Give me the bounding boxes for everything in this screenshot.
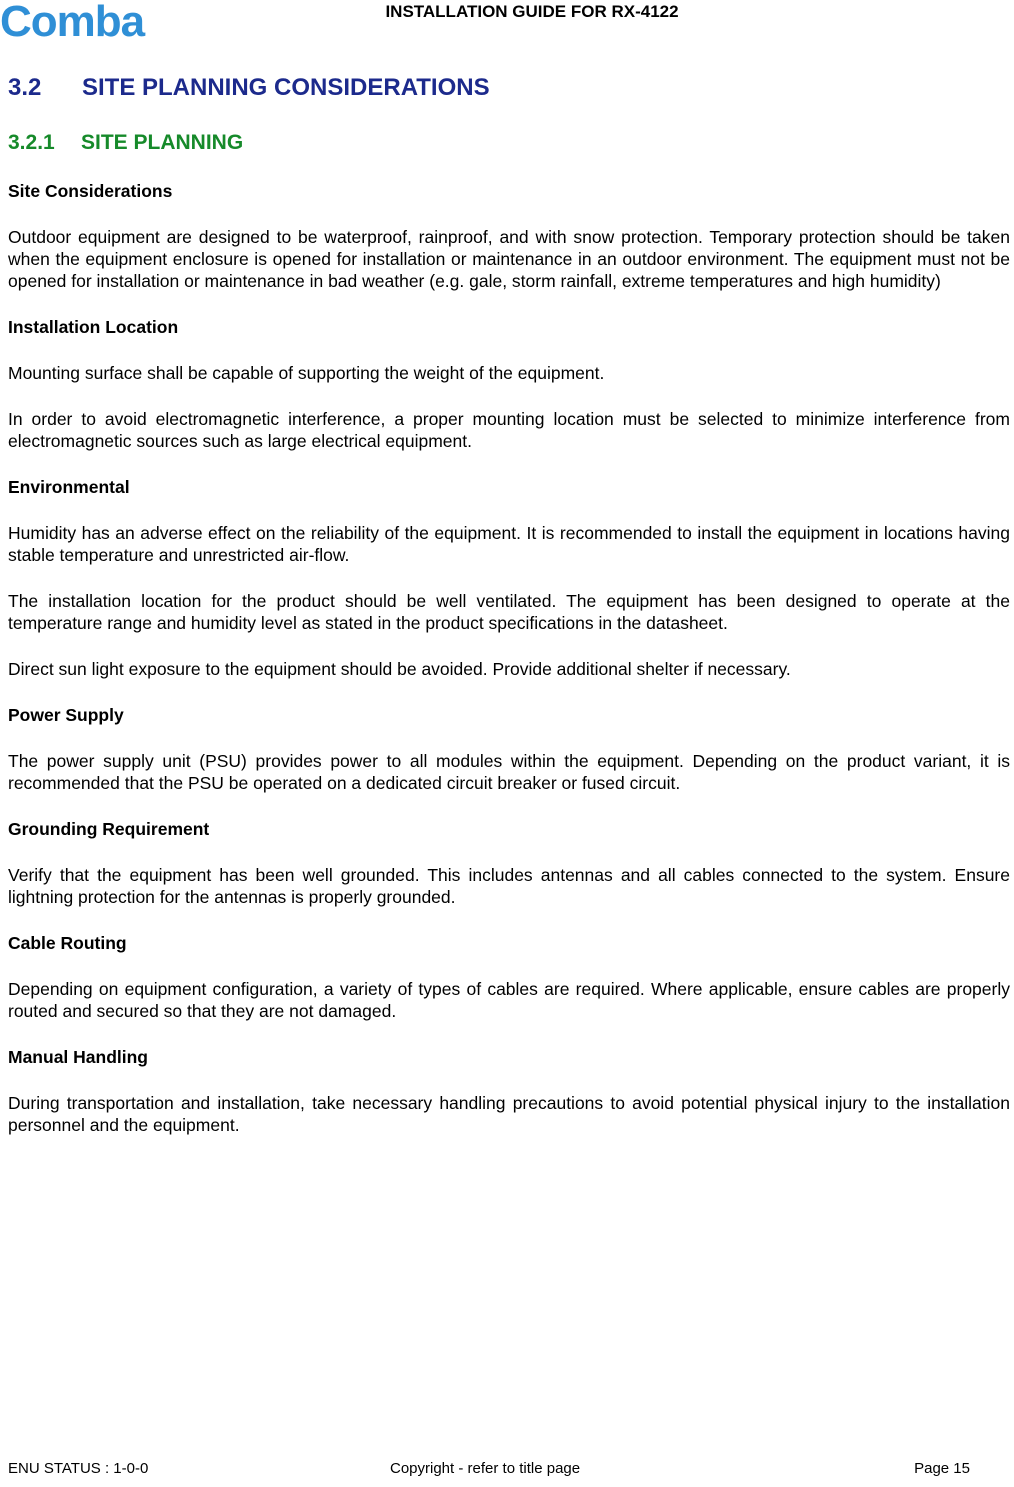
subsection-heading	[8, 131, 243, 155]
topic-title: Power Supply	[8, 705, 124, 725]
section-number: 3.2	[8, 74, 42, 101]
section-title: SITE PLANNING CONSIDERATIONS	[82, 74, 490, 101]
paragraph: Humidity has an adverse effect on the reliability of the equipment. It is recommended to install the equipment in locations having stable temperature and unrestricted air-flow.	[8, 523, 1010, 565]
page-footer	[8, 1460, 970, 1477]
document-header-title: INSTALLATION GUIDE FOR RX-4122	[385, 2, 679, 21]
footer-status: ENU STATUS : 1-0-0	[8, 1460, 149, 1477]
topic-title: Cable Routing	[8, 933, 127, 953]
subsection-title: SITE PLANNING	[81, 131, 244, 154]
paragraph: In order to avoid electromagnetic interference, a proper mounting location must be selected to minimize interference from electromagnetic sources such as large electrical equipment.	[8, 409, 1010, 451]
paragraph: The installation location for the product should be well ventilated. The equipment has been designed to operate at the temperature range and humidity level as stated in the product specifications in the datasheet.	[8, 591, 1010, 633]
topic-cable-routing	[8, 932, 1010, 1022]
topic-environmental	[8, 476, 1010, 680]
footer-page-number: Page 15	[914, 1460, 970, 1477]
section-heading	[8, 74, 490, 102]
topic-grounding-requirement	[8, 818, 1010, 908]
topic-site-considerations	[8, 180, 1010, 292]
topic-title: Site Considerations	[8, 181, 173, 201]
paragraph: Direct sun light exposure to the equipment should be avoided. Provide additional shelter if necessary.	[8, 659, 791, 679]
paragraph: The power supply unit (PSU) provides power to all modules within the equipment. Depending on the product variant, it is recommended that the PSU be operated on a dedicated circuit breaker or fused circuit.	[8, 751, 1010, 793]
paragraph: Outdoor equipment are designed to be waterproof, rainproof, and with snow protection. Temporary protection should be taken when the equipment enclosure is opened for installation or maintenance in an outdoor environment. The equipment must not be opened for installation or maintenance in bad weather (e.g. gale, storm rainfall, extreme temperatures and high humidity)	[8, 227, 1010, 291]
topic-installation-location	[8, 316, 1010, 452]
topic-title: Manual Handling	[8, 1047, 148, 1067]
footer-copyright: Copyright - refer to title page	[390, 1460, 581, 1477]
paragraph: Depending on equipment configuration, a variety of types of cables are required. Where applicable, ensure cables are properly routed and secured so that they are not damaged.	[8, 979, 1010, 1021]
document-body	[8, 180, 1010, 1160]
topic-manual-handling	[8, 1046, 1010, 1136]
topic-title: Grounding Requirement	[8, 819, 210, 839]
svg-text:Comba: Comba	[0, 0, 145, 44]
subsection-number: 3.2.1	[8, 131, 55, 154]
paragraph: Mounting surface shall be capable of supporting the weight of the equipment.	[8, 363, 605, 383]
topic-power-supply	[8, 704, 1010, 794]
paragraph: During transportation and installation, take necessary handling precautions to avoid potential physical injury to the installation personnel and the equipment.	[8, 1093, 1010, 1135]
topic-title: Environmental	[8, 477, 130, 497]
paragraph: Verify that the equipment has been well grounded. This includes antennas and all cables connected to the system. Ensure lightning protection for the antennas is properly grounded.	[8, 865, 1010, 907]
topic-title: Installation Location	[8, 317, 179, 337]
